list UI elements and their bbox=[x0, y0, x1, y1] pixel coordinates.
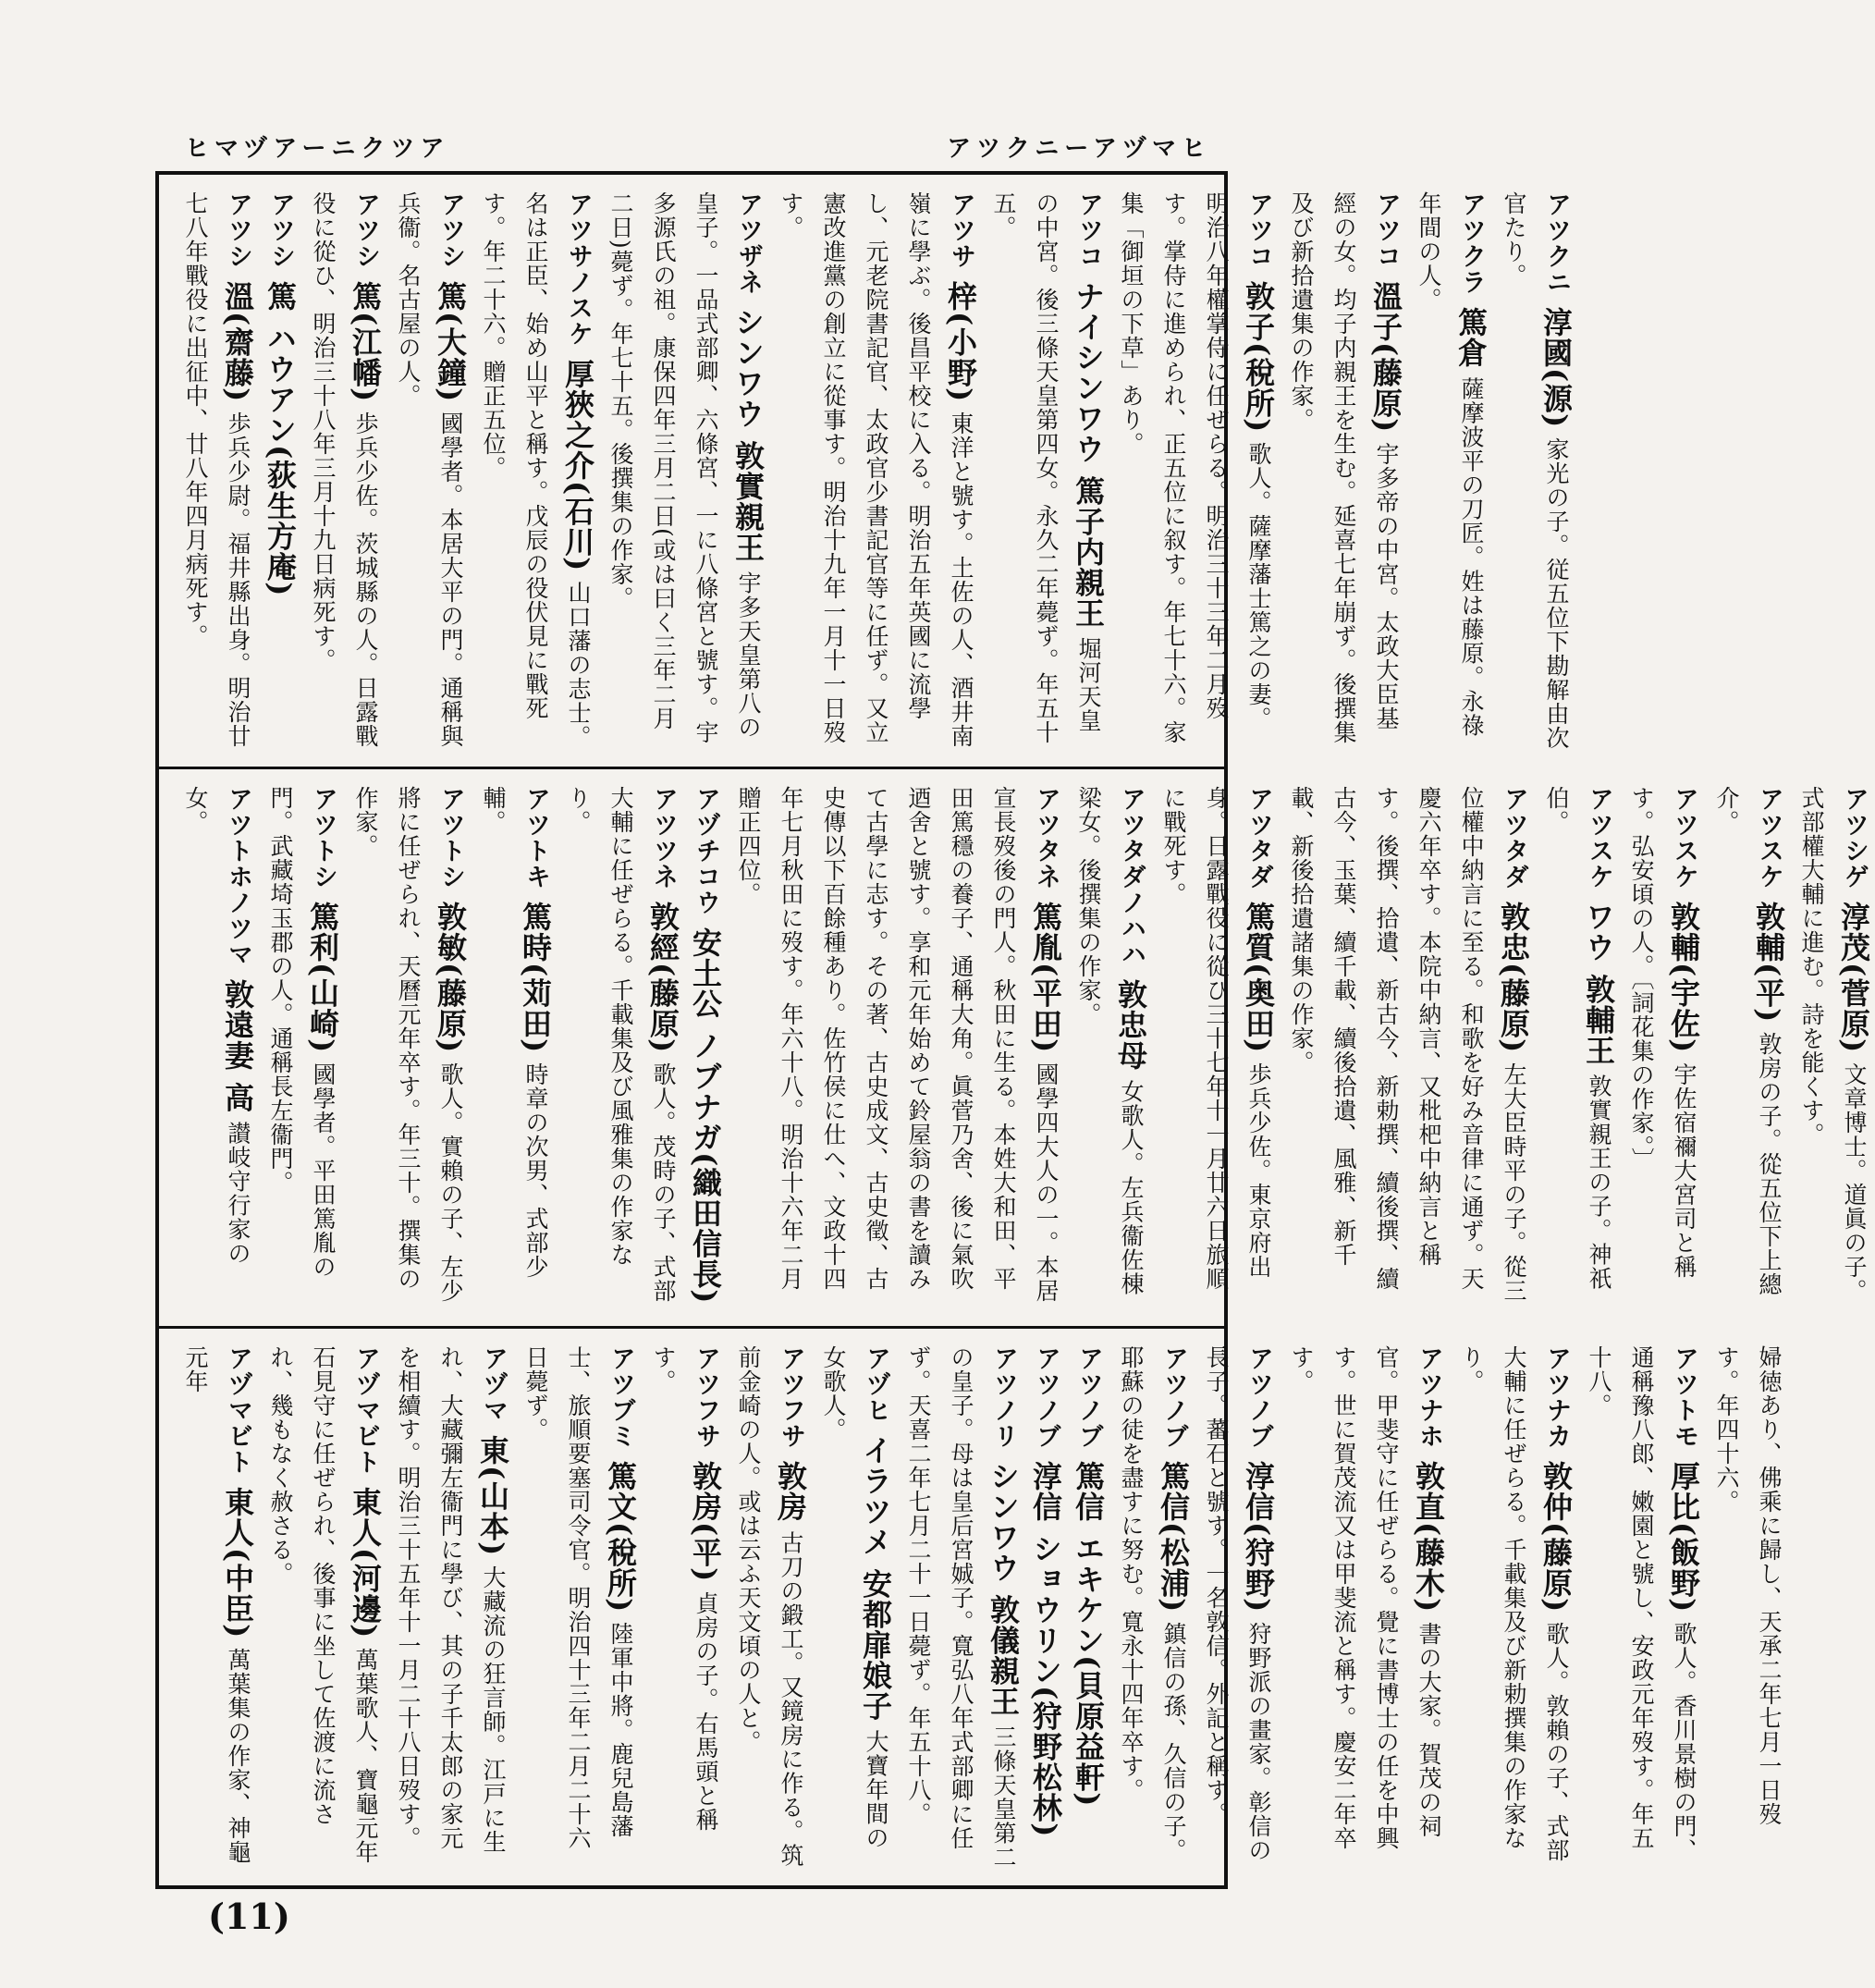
entry-headword: 敦直(藤木) bbox=[1411, 1461, 1446, 1614]
entry-headword: イラツメ 安都扉娘子 bbox=[858, 1435, 893, 1722]
entry-headword: 東(山本) bbox=[475, 1435, 510, 1557]
entry-headword: 篤倉 bbox=[1453, 307, 1489, 369]
entries-band-top bbox=[159, 175, 1574, 767]
dictionary-entry bbox=[1152, 786, 1280, 1313]
entry-headword: 篤(大鐘) bbox=[433, 281, 468, 403]
header-left: ヒマヅアーニクツア bbox=[185, 134, 450, 163]
entry-headword: 篤 ハウアン(荻生方庵) bbox=[263, 281, 298, 597]
entry-description: 萬葉集の作家、神龜元年 bbox=[182, 1345, 251, 1864]
entry-description: 敦房の子。從五位下上總介。 bbox=[1713, 786, 1783, 1296]
dictionary-entry bbox=[1280, 786, 1535, 1313]
dictionary-entry bbox=[1280, 1345, 1450, 1872]
dictionary-entry bbox=[174, 1345, 259, 1872]
entry-headword: ナイシンワウ 篤子内親王 bbox=[1071, 281, 1106, 629]
entry-description: 萬葉歌人、寶龜元年石見守に任ぜられ、後事に坐して佐渡に流され、幾もなく赦さる。 bbox=[267, 1345, 379, 1864]
dictionary-entry bbox=[386, 1345, 514, 1872]
dictionary-entry bbox=[599, 191, 769, 754]
dictionary-entry bbox=[557, 786, 684, 1313]
entry-headword: シンワウ 敦實親王 bbox=[730, 307, 766, 563]
entry-reading: アツノブ bbox=[1159, 1345, 1188, 1449]
entry-headword: 淳信 ショウリン(狩野松林) bbox=[1028, 1461, 1063, 1838]
entry-description: 國學四大人の一。本居宣長歿後の門人。秋田に生る。本姓大和田、平田篤穩の養子、通稱大角。眞菅乃舍、後に氣吹迺舍と號す。享和元年始めて鈴屋翁の書を讀みて古學に志す。その著、古史成文、古史徵、古史傳以下百餘種あり。佐竹侯に仕へ、文政十四年七月秋田に歿す。年六十八。明治十六年二月贈正四位。 bbox=[735, 786, 1060, 1303]
entry-description: 三條天皇第二の皇子。母は皇后宮娍子。寬弘八年式部卿に任ず。天喜二年七月二十一日薨ず。年五十八。 bbox=[905, 1345, 1017, 1870]
entry-description: 宇佐宿禰大宮司と稱す。弘安頃の人。〔詞花集の作家。〕 bbox=[1628, 786, 1697, 1279]
entry-reading: アツクラ bbox=[1457, 191, 1486, 295]
entry-description: 狩野派の畫家。彰信の長子。蕃石と號す。一名敦信。外記と稱す。 bbox=[1203, 1345, 1272, 1862]
dictionary-entry bbox=[982, 191, 1109, 754]
dictionary-entry bbox=[1450, 1345, 1577, 1872]
entry-headword: 敦輔(宇佐) bbox=[1666, 902, 1701, 1054]
entry-description: 古刀の鍛工。又鏡房に作る。筑前金崎の人。或は云ふ天文頃の人と。 bbox=[735, 1345, 804, 1868]
entry-description: 山口藩の志士。名は正臣、始め山平と稱す。戊辰の役伏見に戰死す。年二十六。贈正五位。 bbox=[480, 191, 592, 749]
entry-reading: アヅマ bbox=[479, 1345, 508, 1423]
entry-headword: 敦經(藤原) bbox=[645, 902, 680, 1054]
entry-reading: アツトキ bbox=[521, 786, 550, 890]
entry-description: 左大臣時平の子。從三位權中納言に至る。和歌を好み音律に通ず。天慶六年卒す。本院中納言、又枇杷中納言と稱す。後撰、拾遺、新古今、新勅撰、續後撰、續古今、玉葉、續千載、續後拾遺、風雅、新千載、新後拾遺諸集の作家。 bbox=[1288, 786, 1527, 1303]
entry-reading: アツブミ bbox=[607, 1345, 635, 1449]
entry-description: 宇多天皇第八の皇子。一品式部卿、六條宮、一に八條宮と號す。宇多源氏の祖。康保四年三月二日(或は曰く三年二月二日)薨ず。年七十五。後撰集の作家。 bbox=[607, 191, 762, 744]
entry-headword: 篤時(苅田) bbox=[518, 902, 553, 1054]
entries-frame bbox=[155, 171, 1871, 1889]
entry-reading: アツサ bbox=[947, 191, 975, 269]
entry-description: 書の大家。賀茂の祠官。甲斐守に任ぜらる。覺に書博士の任を中興す。世に賀茂流又は甲斐流と稱す。慶安二年卒す。 bbox=[1288, 1345, 1442, 1850]
dictionary-entry bbox=[1492, 191, 1577, 754]
entry-description: 歩兵少佐。東京府出身。日露戰役に從ひ三十七年十一月廿六日旅順に戰死す。 bbox=[1160, 786, 1272, 1291]
entry-headword: 篤胤(平田) bbox=[1028, 902, 1063, 1054]
entry-headword: 溫子(藤原) bbox=[1368, 281, 1403, 434]
entry-description: 東洋と號す。土佐の人、酒井南嶺に學ぶ。後昌平校に入る。明治五年英國に流學し、元老院書記官、太政官少書記官等に任ず。又立憲改進黨の創立に從事す。明治十九年一月十一日歿す。 bbox=[778, 191, 974, 748]
entry-headword: 篤(江幡) bbox=[348, 281, 383, 403]
dictionary-entry bbox=[259, 1345, 386, 1872]
entry-headword: 敦敏(藤原) bbox=[433, 902, 468, 1054]
entry-headword: 安土公 ノブナガ(織田信長) bbox=[688, 927, 723, 1305]
dictionary-entry bbox=[1407, 191, 1492, 754]
entry-headword: 敦房 bbox=[773, 1461, 808, 1523]
entry-headword: 厚狹之介(石川) bbox=[560, 359, 595, 572]
dictionary-entry bbox=[812, 1345, 897, 1872]
entry-headword: 敦輔(平) bbox=[1751, 902, 1786, 1024]
dictionary-entry bbox=[1705, 1345, 1790, 1872]
dictionary-entry bbox=[1790, 786, 1875, 1313]
entry-reading: アツナホ bbox=[1415, 1345, 1443, 1449]
entry-headword: 淳國(源) bbox=[1538, 307, 1574, 429]
dictionary-entry bbox=[897, 1345, 1024, 1872]
entry-description: 貞房の子。右馬頭と稱す。 bbox=[650, 1345, 719, 1832]
entry-reading: アツスケ bbox=[1755, 786, 1783, 890]
dictionary-entry bbox=[259, 786, 344, 1313]
entry-reading: アツコ bbox=[1372, 191, 1401, 269]
entry-headword: 敦仲(藤原) bbox=[1538, 1461, 1574, 1614]
entry-headword: 篤信(松浦) bbox=[1156, 1461, 1191, 1614]
dictionary-entry bbox=[1577, 1345, 1705, 1872]
entry-headword: 敦忠母 bbox=[1113, 979, 1148, 1072]
entry-headword: 溫(齋藤) bbox=[220, 281, 255, 403]
entry-headword: 淳信(狩野) bbox=[1241, 1461, 1276, 1614]
entry-reading: アツコ bbox=[1244, 191, 1273, 269]
entry-reading: アツナカ bbox=[1542, 1345, 1571, 1449]
entry-reading: アツサノスケ bbox=[564, 191, 593, 347]
entry-reading: アツツネ bbox=[649, 786, 678, 890]
entry-reading: アツシ bbox=[266, 191, 295, 269]
entry-reading: アツトシ bbox=[309, 786, 337, 890]
entry-reading: アツスケ bbox=[1585, 786, 1613, 890]
entry-description: 歌人。茂時の子、式部大輔に任ぜらる。千載集及び風雅集の作家なり。 bbox=[565, 786, 677, 1303]
entry-description: 歩兵少佐。茨城縣の人。日露戰役に從ひ、明治三十八年三月十九日病死す。 bbox=[310, 191, 379, 748]
entries-band-bottom bbox=[159, 1326, 1783, 1885]
dictionary-entry bbox=[1195, 1345, 1280, 1872]
entry-description: 女歌人。左兵衞佐棟梁女。後撰集の作家。 bbox=[1075, 786, 1145, 1296]
entry-description: 文章博士。道眞の子。式部權大輔に進む。詩を能くす。 bbox=[1798, 786, 1868, 1303]
dictionary-entry bbox=[1109, 191, 1280, 754]
entry-description: 鎮信の孫、久信の子。耶蘇の徒を盡すに努む。寬永十四年卒す。 bbox=[1118, 1345, 1187, 1862]
entry-description: 宇多帝の中宮。太政大臣基經の女。均子内親王を生む。延喜七年崩ず。後撰集及び新拾遺集の作家。 bbox=[1288, 191, 1400, 744]
entry-reading: アツトシ bbox=[436, 786, 465, 890]
entry-description: 歌人。薩摩藩士篤之の妻。明治八年權掌侍に任ぜらる。明治三十三年二月歿す。掌侍に進められ、正五位に叙す。年七十六。家集「御垣の下草」あり。 bbox=[1118, 191, 1272, 744]
dictionary-entry bbox=[1705, 786, 1790, 1313]
entry-description: 歌人。實賴の子、左少將に任ぜられ、天曆元年卒す。年三十。撰集の作家。 bbox=[352, 786, 464, 1303]
entry-description: 婦徳あり、佛乘に歸し、天承二年七月一日歿す。年四十六。 bbox=[1713, 1345, 1783, 1826]
entry-reading: アツタダノハハ bbox=[1117, 786, 1146, 967]
dictionary-entry bbox=[344, 786, 472, 1313]
entry-reading: アツタダ bbox=[1500, 786, 1528, 890]
entry-description: 國學者。本居大平の門。通稱與兵衞。名古屋の人。 bbox=[395, 191, 464, 748]
entry-headword: 篤文(稅所) bbox=[603, 1461, 638, 1614]
dictionary-entry bbox=[1535, 786, 1620, 1313]
entry-headword: 篤利(山崎) bbox=[305, 902, 340, 1054]
dictionary-entry bbox=[727, 1345, 812, 1872]
entry-headword: 篤信 エキケン(貝原益軒) bbox=[1071, 1461, 1106, 1808]
entry-headword: 淳茂(菅原) bbox=[1836, 902, 1871, 1054]
dictionary-entry bbox=[386, 191, 472, 754]
entry-description: 堀河天皇の中宮。後三條天皇第四女。永久二年薨ず。年五十五。 bbox=[990, 191, 1102, 744]
entry-reading: アヅマビト bbox=[351, 1345, 380, 1475]
entry-headword: 厚比(飯野) bbox=[1666, 1461, 1701, 1614]
entry-headword: 敦子(稅所) bbox=[1241, 281, 1276, 434]
entry-reading: アツシ bbox=[436, 191, 465, 269]
running-header bbox=[185, 128, 1211, 165]
dictionary-entry bbox=[1620, 786, 1705, 1313]
entry-headword: 梓(小野) bbox=[943, 281, 978, 403]
dictionary-entry bbox=[174, 786, 259, 1313]
dictionary-entry bbox=[1067, 1345, 1109, 1872]
entry-reading: アツシゲ bbox=[1840, 786, 1869, 890]
entry-description: 歌人。敦賴の子、式部大輔に任ぜらる。千載集及び新勅撰集の作家なり。 bbox=[1458, 1345, 1570, 1862]
dictionary-entry bbox=[1024, 1345, 1067, 1872]
entry-reading: アツノブ bbox=[1074, 1345, 1103, 1449]
entry-description: 敦實親王の子。神祇伯。 bbox=[1543, 786, 1612, 1291]
dictionary-entry bbox=[472, 786, 557, 1313]
entry-description: 薩摩波平の刀匠。姓は藤原。永祿年間の人。 bbox=[1415, 191, 1485, 738]
dictionary-entry bbox=[174, 191, 259, 754]
dictionary-entry bbox=[1109, 1345, 1195, 1872]
entry-reading: アツトホノツマ bbox=[224, 786, 252, 967]
dictionary-entry bbox=[259, 191, 301, 754]
entry-reading: アヅヒ bbox=[862, 1345, 890, 1423]
dictionary-entry bbox=[769, 191, 982, 754]
entry-headword: 篤質(奥田) bbox=[1241, 902, 1276, 1054]
entry-reading: アツノリ bbox=[989, 1345, 1018, 1449]
dictionary-entry bbox=[1280, 191, 1407, 754]
dictionary-entry bbox=[684, 786, 727, 1313]
entry-description: 大寶年間の女歌人。 bbox=[820, 1345, 889, 1850]
entries-band-middle bbox=[159, 767, 1871, 1326]
dictionary-entry bbox=[514, 1345, 642, 1872]
entry-description: 陸軍中將。鹿兒島藩士、旅順要塞司令官。明治四十三年二月二十六日薨ず。 bbox=[522, 1345, 634, 1850]
entry-description: 時章の次男、式部少輔。 bbox=[480, 786, 549, 1279]
entry-reading: アツコ bbox=[1074, 191, 1103, 269]
dictionary-entry bbox=[727, 786, 1067, 1313]
entry-reading: アツフサ bbox=[692, 1345, 720, 1449]
dictionary-entry bbox=[301, 191, 386, 754]
entry-reading: アツザネ bbox=[734, 191, 763, 295]
entry-description: 家光の子。従五位下勘解由次官たり。 bbox=[1501, 191, 1570, 750]
entry-reading: アヅチコウ bbox=[692, 786, 720, 915]
dictionary-entry bbox=[642, 1345, 727, 1872]
entry-reading: アツフサ bbox=[777, 1345, 805, 1449]
page-number: (11) bbox=[208, 1896, 290, 1937]
entry-headword: 東人(河邊) bbox=[348, 1487, 383, 1639]
entry-headword: ワウ 敦輔王 bbox=[1581, 902, 1616, 1066]
entry-headword: 敦房(平) bbox=[688, 1461, 723, 1583]
entry-description: 國學者。平田篤胤の門。武藏埼玉郡の人。通稱長左衞門。 bbox=[267, 786, 337, 1279]
entry-reading: アヅマビト bbox=[224, 1345, 252, 1475]
entry-reading: アツタネ bbox=[1032, 786, 1060, 890]
entry-reading: アツシ bbox=[351, 191, 380, 269]
dictionary-entry bbox=[1067, 786, 1152, 1313]
entry-headword: シンワウ 敦儀親王 bbox=[986, 1461, 1021, 1717]
entry-reading: アツノブ bbox=[1032, 1345, 1060, 1449]
dictionary-entry bbox=[472, 191, 599, 754]
entry-description: 讃岐守行家の女。 bbox=[182, 786, 251, 1266]
entry-reading: アツクニ bbox=[1542, 191, 1571, 295]
entry-headword: 東人(中臣) bbox=[220, 1487, 255, 1639]
entry-reading: アツタダ bbox=[1244, 786, 1273, 890]
header-right: アツクニーアヅマヒ bbox=[947, 134, 1211, 163]
entry-headword: 敦忠(藤原) bbox=[1496, 902, 1531, 1054]
entry-headword: 敦遠妻 高 bbox=[220, 979, 255, 1113]
entry-description: 大藏流の狂言師。江戸に生れ、大藏彌左衞門に學び、其の子千太郎の家元を相續す。明治三十五年十一月二十八日歿す。 bbox=[395, 1345, 507, 1854]
entry-reading: アツシ bbox=[224, 191, 252, 269]
entry-reading: アツスケ bbox=[1670, 786, 1698, 890]
entry-reading: アツノブ bbox=[1244, 1345, 1273, 1449]
entry-description: 歌人。香川景樹の門、通稱豫八郎、嫩園と號し、安政元年歿す。年五十八。 bbox=[1586, 1345, 1697, 1862]
entry-description: 歩兵少尉。福井縣出身。明治廿七八年戰役に出征中、廿八年四月病死す。 bbox=[182, 191, 251, 748]
entry-reading: アツトモ bbox=[1670, 1345, 1698, 1449]
